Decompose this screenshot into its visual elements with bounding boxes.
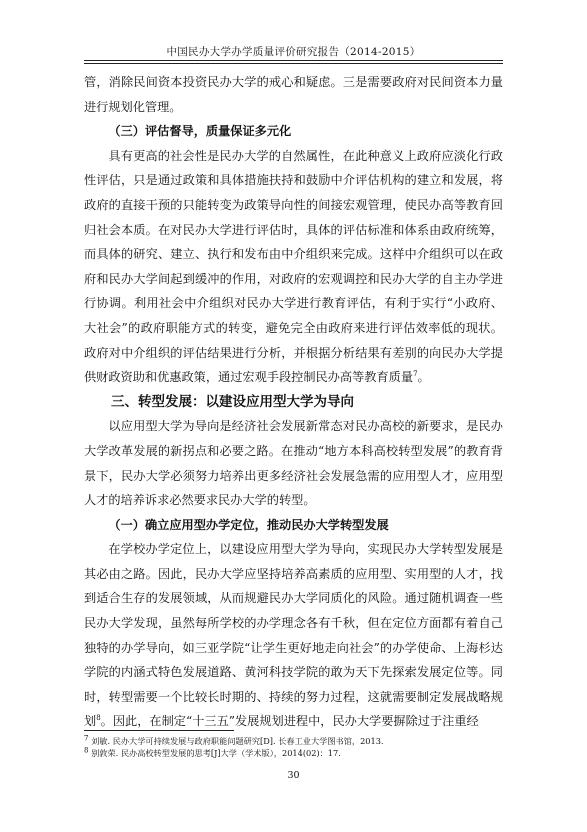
- footnote-8-text: 别敦荣. 民办高校转型发展的思考[J]大学（学术版），2014(02)：17.: [91, 748, 341, 758]
- paragraph-positioning-text: 在学校办学定位上，以建设应用型大学为导向，实现民办大学转型发展是其必由之路。因此，民办大学应坚持培养高素质的应用型、实用型的人才，找到适合生存的发展领域，从而规避民办大学同质化的风险。通过随机调查一些民办大学发现，虽然每所学校的办学理念各有千秋，但在定位方面都有着自己独特的办学导向，如三亚学院“让学生更好地走向社会”的办学使命、上海杉达学院的内涵式特色发展道路、黄河科技学院的敢为天下先探索发展定位等。同时，转型需要一个比较长时期的、持续的努力过程，这就需要制定发展战略规划: [84, 542, 503, 729]
- section-heading-evaluation: （三）评估督导，质量保证多元化: [108, 124, 292, 139]
- chapter-heading-transform: 三、转型发展：以建设应用型大学为导向: [111, 393, 354, 410]
- header-rule: [84, 60, 503, 64]
- footnote-ref-8: 8: [96, 714, 101, 723]
- footnotes: [84, 735, 503, 759]
- footnote-7-num: 7: [84, 734, 89, 743]
- paragraph-positioning-end: 。因此，在制定“十三五”发展规划进程中，民办大学要摒除过于注重经: [100, 714, 479, 729]
- paragraph-positioning: [84, 537, 503, 734]
- paragraph-evaluation: [84, 144, 503, 390]
- running-header: 中国民办大学办学质量评价研究报告（2014-2015）: [166, 46, 421, 58]
- footnote-7-text: 刘敏. 民办大学可持续发展与政府职能问题研究[D]. 长春工业大学图书馆，2013.: [91, 736, 384, 746]
- footnote-8: [84, 747, 503, 759]
- section-heading-positioning: （一）确立应用型办学定位，推动民办大学转型发展: [108, 517, 389, 532]
- paragraph-evaluation-text: 具有更高的社会性是民办大学的自然属性，在此种意义上政府应淡化行政性评估，只是通过政策和具体措施扶持和鼓励中介评估机构的建立和发展，将政府的直接干预的只能转变为政策导向性的间接宏观管理，使民办高等教育回归社会本质。在对民办大学进行评估时，具体的评估标准和体系由政府统筹，而具体的研究、建立、执行和发布由中介组织来完成。这样中介组织可以在政府和民办大学间起到缓冲的作用，对政府的宏观调控和民办大学的自主办学进行协调。利用社会中介组织对民办大学进行教育评估，有利于实行“小政府、大社会”的政府职能方式的转变，避免完全由政府来进行评估效率低的现状。政府对中介组织的评估结果进行分析，并根据分析结果有差别的向民办大学提供财政资助和优惠政策，通过宏观手段控制民办高等教育质量: [84, 148, 503, 385]
- page-body: [84, 70, 503, 734]
- footnote-ref-7: 7: [413, 370, 418, 379]
- footnote-7: [84, 735, 503, 747]
- footnote-rule: [84, 730, 234, 731]
- footnote-8-num: 8: [84, 746, 89, 755]
- paragraph-transform: 以应用型大学为导向是经济社会发展新常态对民办高校的新要求，是民办大学改革发展的新拐点和必要之路。在推动“地方本科高校转型发展”的教育背景下，民办大学必须努力培养出更多经济社会发展急需的应用型人才，应用型人才的培养诉求必然要求民办大学的转型。: [84, 419, 503, 508]
- paragraph-continued: 管，消除民间资本投资民办大学的戒心和疑虑。三是需要政府对民间资本力量进行规划化管理。: [84, 75, 503, 114]
- page-number: 30: [287, 770, 300, 781]
- paragraph-evaluation-end: 。: [417, 370, 430, 385]
